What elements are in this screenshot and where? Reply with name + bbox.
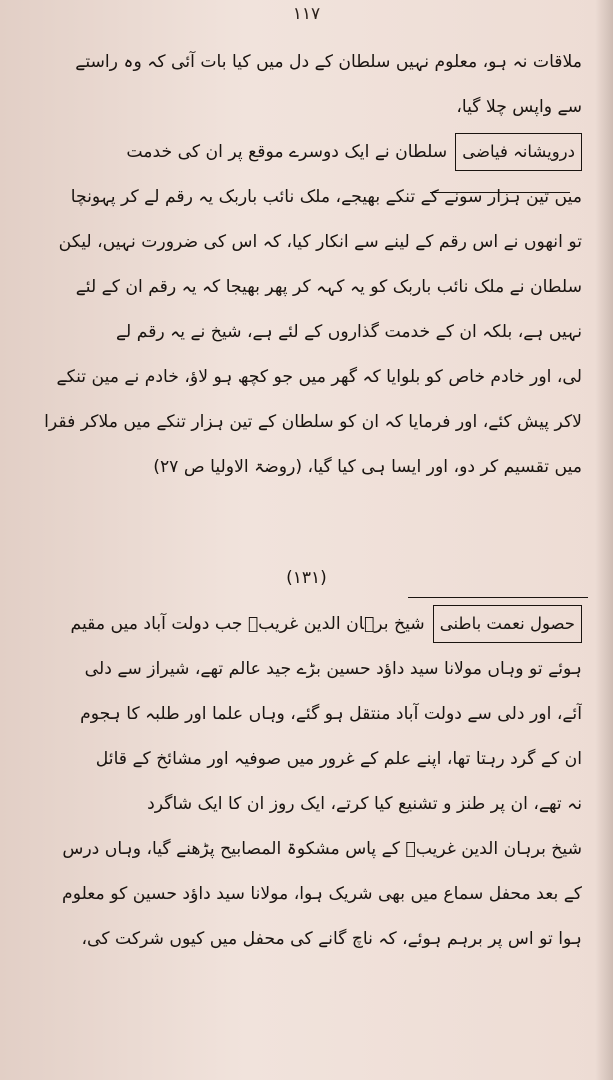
- text-line: ملاقات نہ ہو، معلوم نہیں سلطان کے دل میں کیا بات آئی کہ وہ راستے: [75, 52, 582, 72]
- section-heading-inner-blessing: حصول نعمت باطنی: [433, 605, 582, 643]
- section-heading-generosity: درویشانہ فیاضی: [455, 133, 582, 171]
- text-line: آئے، اور دلی سے دولت آباد منتقل ہو گئے، وہاں علما اور طلبہ کا ہجوم: [80, 704, 582, 724]
- heading-line: [24, 602, 582, 647]
- section-1-text: [24, 40, 582, 490]
- text-line: شیخ برہان الدین غریبؒ کے پاس مشکوۃ المصابیح پڑھنے گیا، وہاں درس: [62, 839, 582, 859]
- text-line: شیخ برہان الدین غریبؒ جب دولت آباد میں مقیم: [70, 614, 425, 634]
- section-number: (۱۳۱): [286, 568, 327, 588]
- section-2-text: [24, 602, 582, 962]
- text-line: ہوا تو اس پر برہم ہوئے، کہ ناچ گانے کی محفل میں کیوں شرکت کی،: [81, 929, 582, 949]
- text-line: لاکر پیش کئے، اور فرمایا کہ ان کو سلطان کے تین ہزار تنکے میں ملاکر فقرا: [44, 412, 582, 432]
- text-line: کے بعد محفل سماع میں بھی شریک ہوا، مولانا سید داؤد حسین کو معلوم: [62, 884, 582, 904]
- page-number: ۱۱۷: [292, 4, 321, 24]
- heading-line: [24, 130, 582, 175]
- text-line: میں تقسیم کر دو، اور ایسا ہی کیا گیا، (روضۃ الاولیا ص ۲۷): [153, 457, 582, 477]
- text-line: سلطان نے ملک نائب باربک کو یہ کہہ کر پھر بھیجا کہ یہ رقم ان کے لئے: [75, 277, 582, 297]
- text-line: تو انھوں نے اس رقم کے لینے سے انکار کیا، کہ اس کی ضرورت نہیں، لیکن: [58, 232, 582, 252]
- heading-underline: [430, 192, 570, 193]
- text-line: نہ تھے، ان پر طنز و تشنیع کیا کرتے، ایک روز ان کا ایک شاگرد: [147, 794, 582, 814]
- text-line: سلطان نے ایک دوسرے موقع پر ان کی خدمت: [126, 142, 448, 162]
- text-line: ان کے گرد رہتا تھا، اپنے علم کے غرور میں صوفیہ اور مشائخ کے قائل: [95, 749, 582, 769]
- text-line: ہوئے تو وہاں مولانا سید داؤد حسین بڑے جید عالم تھے، شیراز سے دلی: [84, 659, 582, 679]
- heading-overline: [408, 597, 588, 598]
- text-line: لی، اور خادم خاص کو بلوایا کہ گھر میں جو کچھ ہو لاؤ، خادم نے مین تنکے: [56, 367, 582, 387]
- text-line: سے واپس چلا گیا،: [456, 97, 582, 117]
- text-line: میں تین ہزار سونے کے تنکے بھیجے، ملک نائب باربک یہ رقم لے کر پہونچا: [70, 187, 582, 207]
- text-line: نہیں ہے، بلکہ ان کے خدمت گذاروں کے لئے ہے، شیخ نے یہ رقم لے: [115, 322, 582, 342]
- page-edge-shadow: [595, 0, 613, 1080]
